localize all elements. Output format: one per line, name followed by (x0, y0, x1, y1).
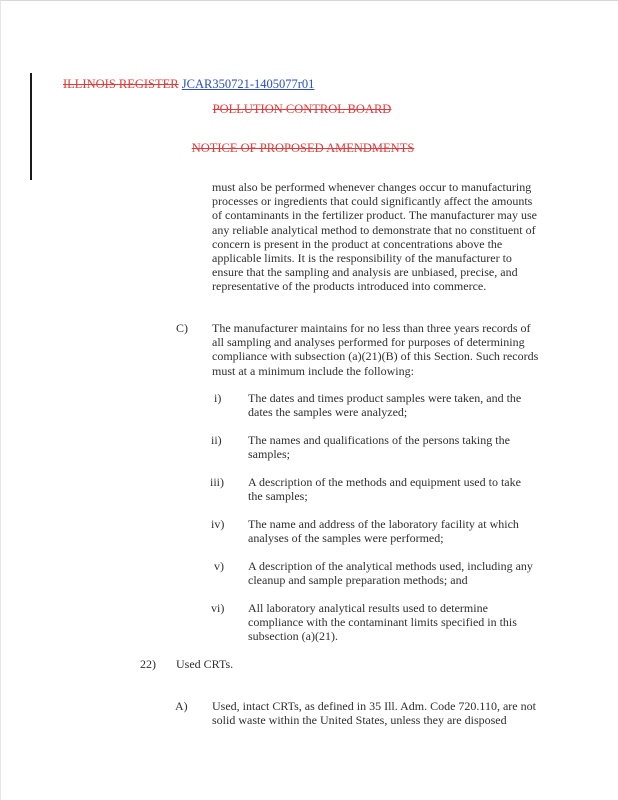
subitem-iv-label: iv) (211, 517, 225, 531)
subitem-iii-text: A description of the methods and equipment used to take the samples; (248, 475, 521, 504)
register-id-inserted: JCAR350721-1405077r01 (181, 77, 315, 91)
board-title-struck: POLLUTION CONTROL BOARD (212, 102, 392, 116)
item-a-label: A) (175, 699, 188, 713)
item-22-label: 22) (140, 657, 156, 671)
subitem-iii-label: iii) (210, 475, 224, 489)
revision-change-bar (30, 73, 32, 180)
board-header (1, 102, 618, 117)
subitem-i-text: The dates and times product samples were taken, and the dates the samples were analyzed; (248, 391, 522, 420)
item-c-text: The manufacturer maintains for no less than three years records of all sampling and analyses performed for purposes of determining compliance with subsection (a)(21)(B) of this Section. Such records must at a minimum include the following: (212, 321, 539, 378)
notice-title-struck: NOTICE OF PROPOSED AMENDMENTS (191, 141, 415, 155)
notice-header (1, 141, 618, 156)
subitem-vi-label: vi) (211, 601, 225, 615)
subitem-v-text: A description of the analytical methods used, including any cleanup and sample preparation methods; and (248, 559, 533, 588)
register-title-struck: ILLINOIS REGISTER (63, 77, 179, 91)
item-22-text: Used CRTs. (176, 657, 234, 671)
register-header (63, 77, 314, 92)
subitem-v-label: v) (214, 559, 224, 573)
subitem-iv-text: The name and address of the laboratory facility at which analyses of the samples were performed; (248, 517, 519, 546)
subitem-ii-text: The names and qualifications of the persons taking the samples; (248, 433, 510, 462)
subitem-ii-label: ii) (211, 433, 222, 447)
subitem-vi-text: All laboratory analytical results used to determine compliance with the contaminant limits specified in this subsection (a)(21). (248, 601, 517, 644)
subitem-i-label: i) (214, 391, 222, 405)
item-a-text: Used, intact CRTs, as defined in 35 Ill. Adm. Code 720.110, are not solid waste within the United States, unless they are disposed (212, 699, 536, 728)
continued-paragraph: must also be performed whenever changes occur to manufacturing processes or ingredients that could significantly affect the amounts of contaminants in the fertilizer product. The manufacturer may use any reliable analytical method to demonstrate that no constituent of concern is present in the product at concentrations above the applicable limits. It is the responsibility of the manufacturer to ensure that the sampling and analysis are unbiased, precise, and representative of the products introduced into commerce. (212, 180, 537, 294)
item-c-label: C) (176, 321, 188, 335)
